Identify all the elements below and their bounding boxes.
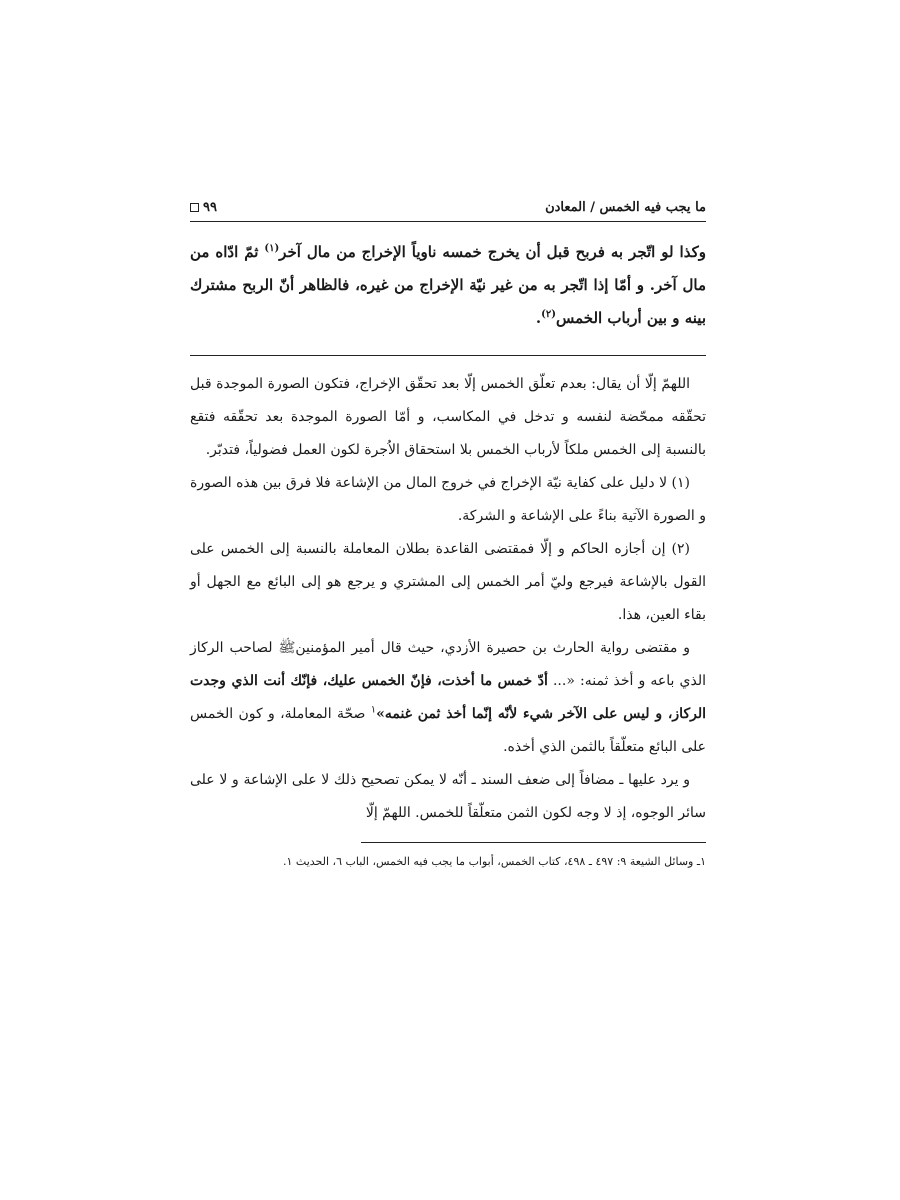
reference-separator <box>361 842 706 843</box>
note-1: (١) لا دليل على كفاية نيّة الإخراج في خروج المال من الإشاعة فلا فرق بين هذه الصورة و الصورة الآتية بناءً على الإشاعة و الشركة. <box>190 475 706 524</box>
main-text-part-2: ثمّ ادّاه من مال آخر. و أمّا إذا اتّجر به من غير نيّة الإخراج من غيره، فالظاهر أنّ الربح مشترك بينه و بين أرباب الخمس <box>190 243 706 327</box>
note-continuation: اللهمّ إلّا أن يقال: بعدم تعلّق الخمس إلّا بعد تحقّق الإخراج، فتكون الصورة الموجدة قبل تحقّقه ممحّضة لنفسه و تدخل في المكاسب، و أمّا الصورة الموجدة بعد تحقّقه فتقع بالنسبة إلى الخمس ملكاً لأرباب الخمس بلا استحقاق الاُجرة لكون العمل فضولياً، فتدبّر. <box>190 376 706 458</box>
reference-note: ١ـ وسائل الشيعة ٩: ٤٩٧ ـ ٤٩٨، كتاب الخمس، أبواب ما يجب فيه الخمس، الباب ٦، الحديث ١. <box>282 855 706 868</box>
main-text <box>190 236 706 335</box>
reference-mark[interactable]: ١ <box>370 704 377 716</box>
page-number <box>190 200 217 215</box>
honorific-symbol: ﷺ <box>278 640 296 656</box>
notes-separator <box>190 355 706 356</box>
page-number-text: ٩٩ <box>203 200 217 215</box>
note-3-part-c: صحّة المعاملة، و كون الخمس على البائع متعلّقاً بالثمن الذي أخذه. <box>190 706 706 755</box>
hadith-quote: أدّ خمس ما أخذت، فإنّ الخمس عليك، فإنّك أنت الذي وجدت الركاز، و ليس على الآخر شيء لأنّه إنّما أخذ ثمن غنمه» <box>190 673 706 722</box>
book-page <box>190 195 706 871</box>
note-4: و يرد عليها ـ مضافاً إلى ضعف السند ـ أنّه لا يمكن تصحيح ذلك لا على الإشاعة و لا على سائر الوجوه، إذ لا وجه لكون الثمن متعلّقاً للخمس. اللهمّ إلّا <box>190 772 706 821</box>
commentary-notes <box>190 368 706 830</box>
running-title: ما يجب فيه الخمس / المعادن <box>545 200 706 215</box>
main-text-end: . <box>535 309 542 327</box>
square-icon <box>190 203 199 212</box>
note-3 <box>190 632 706 764</box>
page-header <box>190 195 706 222</box>
note-3-part-b: لصاحب الركاز الذي باعه و أخذ ثمنه: «... <box>190 640 706 689</box>
note-3-part-a: و مقتضى رواية الحارث بن حصيرة الأزدي، حيث قال أمير المؤمنين <box>295 640 691 656</box>
footnote-mark-1[interactable]: (١) <box>264 243 280 254</box>
note-2: (٢) إن أجازه الحاكم و إلّا فمقتضى القاعدة بطلان المعاملة بالنسبة إلى الخمس على القول بالإشاعة فيرجع وليّ أمر الخمس إلى المشتري و يرجع هو إلى البائع مع الجهل أو بقاء العين، هذا. <box>190 541 706 623</box>
main-text-part-1: وكذا لو اتّجر به فربح قبل أن يخرج خمسه ناوياً الإخراج من مال آخر <box>279 243 706 261</box>
footnote-mark-2[interactable]: (٢) <box>541 309 556 320</box>
